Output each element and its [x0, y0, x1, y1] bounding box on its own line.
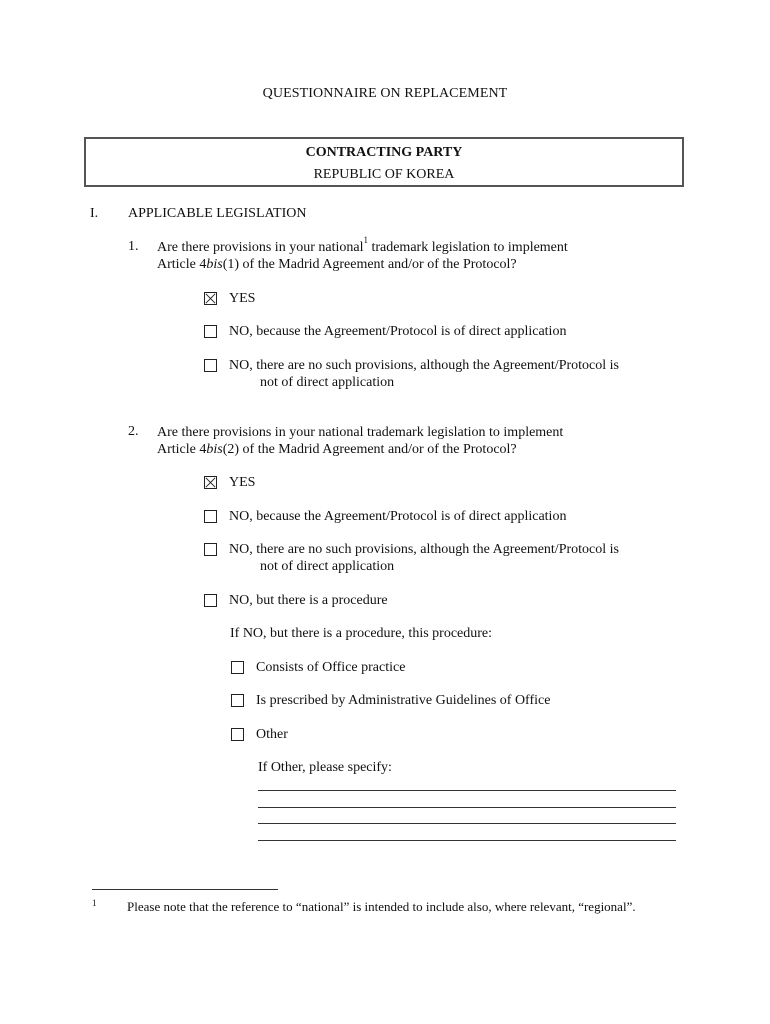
question-2-article-prefix: Article 4 — [157, 442, 207, 457]
question-2-article-suffix: (2) of the Madrid Agreement and/or of the Protocol? — [222, 442, 517, 457]
question-2-number: 2. — [128, 424, 139, 439]
footnote-text: Please note that the reference to “national” is intended to include also, where relevant, “regional”. — [127, 899, 636, 914]
question-1-article-italic: bis — [206, 257, 223, 272]
contracting-party-heading: CONTRACTING PARTY — [305, 145, 463, 160]
other-specify-prompt: If Other, please specify: — [258, 760, 392, 775]
question-1-number: 1. — [128, 239, 139, 254]
specify-answer-line[interactable] — [258, 807, 676, 808]
q2-option-no-procedure[interactable] — [204, 592, 388, 609]
footnote-marker: 1 — [363, 235, 368, 246]
checkbox-icon[interactable] — [204, 510, 217, 523]
option-label: YES — [229, 475, 256, 490]
specify-answer-line[interactable] — [258, 790, 676, 791]
option-label: Consists of Office practice — [256, 660, 406, 675]
specify-answer-line[interactable] — [258, 840, 676, 841]
option-label-line2: not of direct application — [260, 559, 395, 574]
checkbox-icon[interactable] — [204, 543, 217, 556]
checkbox-icon[interactable] — [231, 728, 244, 741]
q2-option-no-direct[interactable] — [204, 508, 566, 525]
question-1-text — [157, 235, 677, 273]
question-1-article-suffix: (1) of the Madrid Agreement and/or of the Protocol? — [222, 257, 517, 272]
specify-answer-line[interactable] — [258, 823, 676, 824]
option-label-line2: not of direct application — [260, 375, 395, 390]
procedure-intro: If NO, but there is a procedure, this procedure: — [230, 626, 493, 641]
question-2-text — [157, 424, 677, 458]
option-label — [229, 357, 619, 391]
question-2-line1: Are there provisions in your national trademark legislation to implement — [157, 425, 564, 440]
option-label-line1: NO, there are no such provisions, although the Agreement/Protocol is — [229, 358, 619, 373]
option-label: NO, but there is a procedure — [229, 593, 388, 608]
option-label: Other — [256, 727, 288, 742]
q2-option-yes[interactable] — [204, 474, 255, 491]
footnote-number: 1 — [92, 898, 97, 908]
question-1-text-end: trademark legislation to implement — [367, 240, 568, 255]
question-2-article-italic: bis — [206, 442, 223, 457]
section-number: I. — [90, 206, 99, 221]
checkbox-icon[interactable] — [231, 694, 244, 707]
checkbox-icon[interactable] — [204, 359, 217, 372]
checkbox-checked-icon[interactable] — [204, 476, 217, 489]
checkbox-icon[interactable] — [204, 594, 217, 607]
q1-option-yes[interactable] — [204, 290, 255, 307]
q1-option-no-provisions[interactable] — [204, 357, 619, 391]
question-1-text-start: Are there provisions in your national — [157, 240, 364, 255]
document-title: QUESTIONNAIRE ON REPLACEMENT — [262, 86, 508, 101]
contracting-party-value: REPUBLIC OF KOREA — [313, 167, 455, 182]
section-title: APPLICABLE LEGISLATION — [128, 206, 307, 221]
checkbox-icon[interactable] — [204, 325, 217, 338]
q2-option-no-provisions[interactable] — [204, 541, 619, 575]
q1-option-no-direct[interactable] — [204, 323, 566, 340]
option-label: NO, because the Agreement/Protocol is of direct application — [229, 509, 567, 524]
question-1-article-prefix: Article 4 — [157, 257, 207, 272]
checkbox-icon[interactable] — [231, 661, 244, 674]
option-label — [229, 541, 619, 575]
checkbox-checked-icon[interactable] — [204, 292, 217, 305]
contracting-party-box — [84, 137, 684, 187]
footnote-separator — [92, 889, 278, 890]
option-label: Is prescribed by Administrative Guidelines of Office — [256, 693, 551, 708]
procedure-option-other[interactable] — [231, 726, 288, 743]
option-label-line1: NO, there are no such provisions, although the Agreement/Protocol is — [229, 542, 619, 557]
procedure-option-guidelines[interactable] — [231, 692, 550, 709]
option-label: NO, because the Agreement/Protocol is of direct application — [229, 324, 567, 339]
procedure-option-office-practice[interactable] — [231, 659, 405, 676]
option-label: YES — [229, 291, 256, 306]
